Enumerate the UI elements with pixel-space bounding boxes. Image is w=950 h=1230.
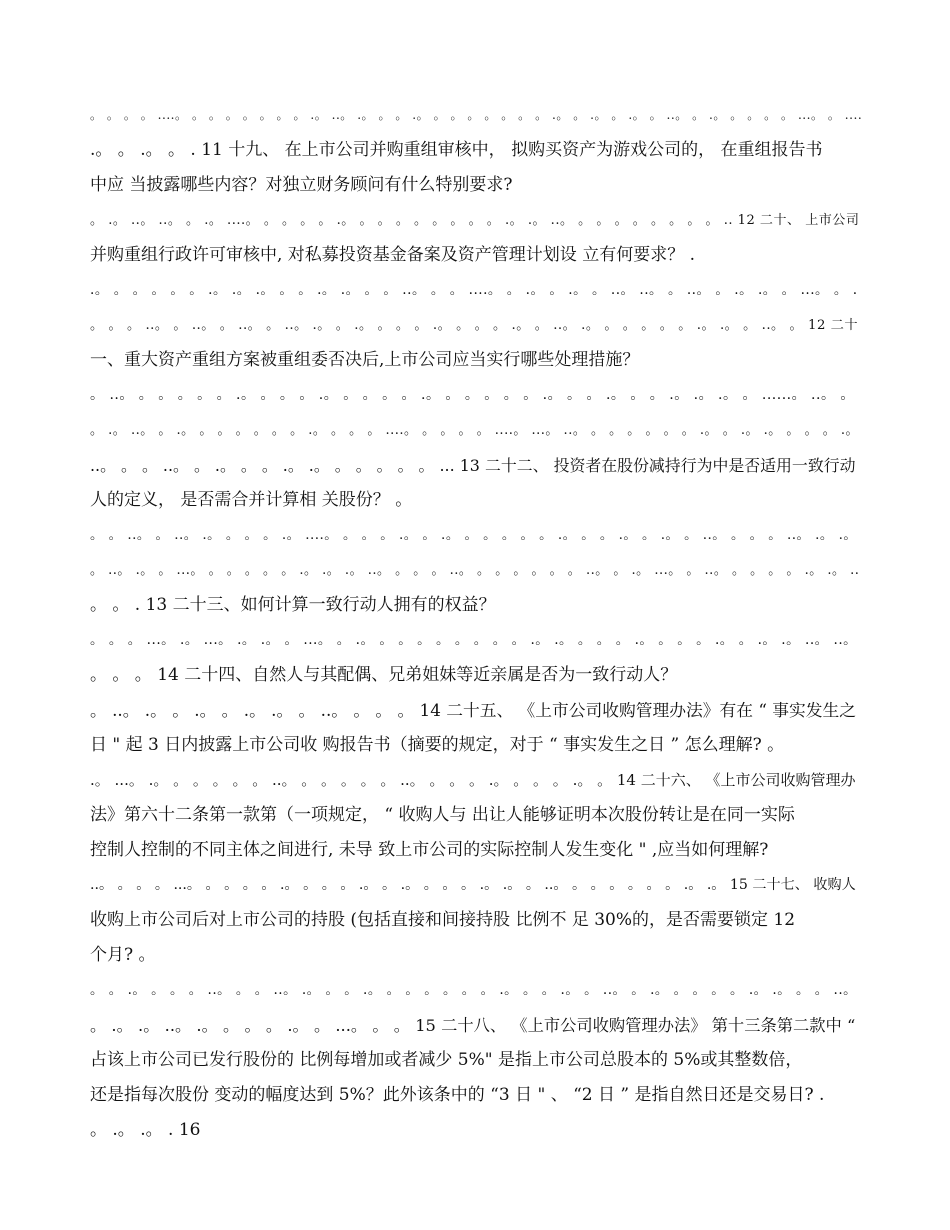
toc-text-line: .。 。 .。 。 . 11 十九、 在上市公司并购重组审核中， 拟购买资产为游戏公司的， 在重组报告书 (90, 140, 823, 160)
toc-leader-line: 。 。 .。 。 。 。 ..。 。 。 ..。 .。 。 。 .。 。 。 。 。 。 。 .。 。 。 .。 。 ..。 。 .。 。 。 。 。 .。 .。 。 。 ..。 (90, 982, 858, 998)
toc-leader-line: 。 。 。 ..。 。 ..。 。 ..。 。 ..。 .。 。 .。 。 。 。 .。 。 。 。 .。 。 ..。 .。 。 。 。 。 。 .。 .。 。 ..。 。 12 二十 (90, 318, 859, 333)
toc-leader-line: 。 。 ..。 。 ..。 .。 。 。 。 .。 ....。 。 。 。 .。 。 .。 。 。 。 。 。 .。 。 。 .。 。 .。 。 ..。 。 。 。 ..。 .。 .。 (90, 528, 858, 543)
toc-leader-line: 。 ..。 。 。 。 。 。 .。 。 。 。 .。 。 。 。 。 .。 。 。 。 。 。 .。 。 。 .。 。 。 .。 .。 .。 。 ......。 ..。 。 (90, 387, 855, 403)
toc-text-line: 中应 当披露哪些内容？对独立财务顾问有什么特别要求? (90, 175, 513, 195)
toc-text-line: 一、重大资产重组方案被重组委否决后,上市公司应当实行哪些处理措施？ (90, 350, 640, 370)
toc-text-line: 。 .。 .。 . 16 (90, 1120, 201, 1140)
toc-text-line: 并购重组行政许可审核中, 对私募投资基金备案及资产管理计划设 立有何要求？ . (90, 245, 696, 265)
toc-text-line: 。 ..。 .。 。 .。 。 .。 .。 。 ..。 。 。 。 14 二十五、 《上市公司收购管理办法》有在 “ 事实发生之 (90, 700, 856, 720)
toc-text-line: 日 " 起 3 日内披露上市公司收 购报告书（摘要的规定，对于 “ 事实发生之日 ” 怎么理解? 。 (90, 735, 785, 755)
toc-text-line: 。 。 。 14 二十四、自然人与其配偶、兄弟姐妹等近亲属是否为一致行动人？ (90, 665, 678, 685)
toc-text-line: 收购上市公司后对上市公司的持股 (包括直接和间接持股 比例不 足 30%的，是否需要锁定 12 (90, 910, 796, 930)
toc-leader-line: 。 .。 ..。 。 .。 。 。 。 。 。 。 .。 。 。 。 ....。 。 。 。 。 ....。 ...。 ..。 。 。 。 。 。 。 .。 。 .。 .。 。 。 。 .。 (90, 423, 860, 438)
toc-text-line: 还是指每次股份 变动的幅度达到 5%？此外该条中的 “3 日 " 、 “2 日 ” 是指自然日还是交易日? . (90, 1085, 825, 1105)
toc-text-line: 控制人控制的不同主体之间进行, 未导 致上市公司的实际控制人发生变化 " ,应当如何理解? (90, 840, 769, 860)
toc-text-line: .。 ...。 .。 。 。 。 。 。 ..。 。 。 。 。 。 ..。 。 。 。 .。 。 。 。 .。 。 14 二十六、 《上市公司收购管理办 (90, 771, 856, 789)
toc-leader-line: .。 。 。 。 。 。 .。 .。 .。 。 。 .。 .。 。 。 ..。 。 。 ....。 。 .。 。 .。 。 ..。 ..。 。 ..。 。 .。 .。 。 ...。 。 . (90, 282, 858, 298)
toc-text-line: 。 。 . 13 二十三、如何计算一致行动人拥有的权益？ (90, 595, 496, 615)
toc-text-line: 法》第六十二条第一款第（一项规定， “ 收购人与 出让人能够证明本次股份转让是在同一实际 (90, 805, 795, 825)
toc-text-line: 占该上市公司已发行股份的 比例每增加或者减少 5%" 是指上市公司总股本的 5%或其整数倍， (90, 1050, 803, 1070)
toc-leader-line: 。 ..。 .。 。 ...。 。 。 。 。 。 .。 .。 .。 ..。 。 。 。 ..。 。 。 。 。 。 。 ..。 。 .。 ...。 。 ..。 。 。 。 。 .。 .。 .. (90, 563, 860, 578)
toc-text-line: ..。 。 。 。 ...。 。 。 。 。 .。 。 。 。 .。 。 .。 。 。 。 .。 .。 。 ..。 。 。 。 。 。 。 .。 .。 15 二十七、 收购人 (90, 877, 856, 893)
toc-text-line: 人的定义， 是否需合并计算相 关股份？ 。 (90, 490, 413, 510)
toc-text-line: ..。 。 。 ..。 。 .。 。 。 .。 .。 。 。 。 。 。 ... 13 二十二、 投资者在股份减持行为中是否适用一致行动 (90, 456, 856, 475)
toc-leader-line: 。 。 。 。 ....。 。 。 。 。 。 。 。 .。 ..。 .。 。 。 .。 。 。 。 。 。 。 。 .。 。 .。 。 .。 。 ..。 。 .。 。 。 。 。 ...。 。 .... (90, 108, 863, 122)
table-of-contents-text (90, 98, 863, 1148)
toc-text-line: 个月? 。 (90, 945, 156, 965)
toc-leader-line: 。 .。 ..。 ..。 。 .。 ....。 。 。 。 。 .。 。 。 。 。 。 。 。 。 .。 .。 ..。 。 。 。 。 。 。 。 。 .. 12 二十、 上市公司 (90, 213, 860, 228)
toc-text-line: 。 .。 .。 ..。 .。 。 。 。 .。 。 ...。 。 。 15 二十八、 《上市公司收购管理办法》 第十三条第二款中 “ (90, 1016, 856, 1035)
toc-leader-line: 。 。 。 ...。 .。 ...。 .。 .。 。 ...。 。 .。 。 。 。 。 。 。 。 。 .。 .。 。 。 。 .。 。 。 。 .。 。 .。 .。 ..。 ..。 (90, 632, 858, 648)
